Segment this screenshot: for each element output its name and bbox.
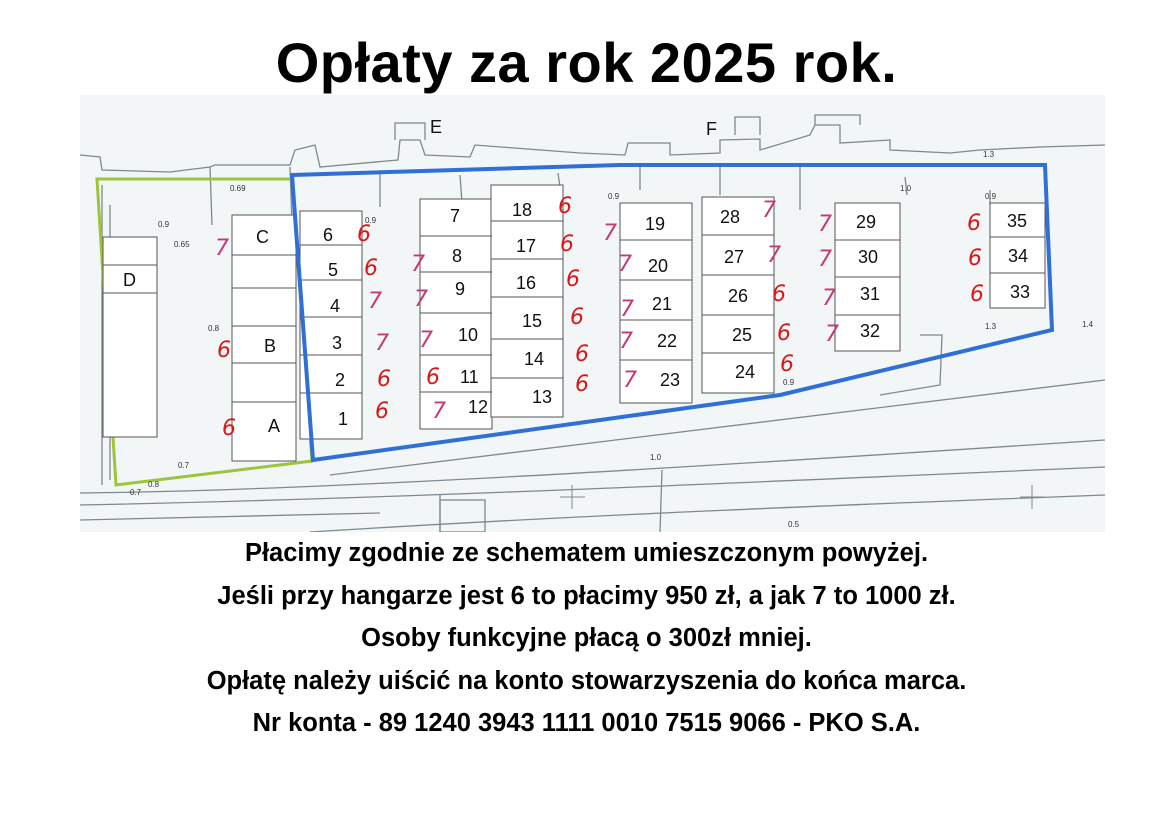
- rate-mark-8: 7: [411, 252, 425, 277]
- svg-text:1.3: 1.3: [983, 150, 995, 159]
- area-label-b: B: [264, 336, 277, 356]
- svg-text:0.9: 0.9: [985, 192, 997, 201]
- hangar-number-10: 10: [458, 325, 479, 345]
- rate-mark-6: 6: [357, 222, 371, 247]
- area-label-d: D: [123, 270, 136, 290]
- hangar-number-21: 21: [652, 294, 673, 314]
- rate-mark-5: 6: [364, 256, 378, 281]
- hangar-number-32: 32: [860, 321, 881, 341]
- hangar-number-34: 34: [1008, 246, 1029, 266]
- rate-mark-19: 7: [603, 221, 617, 246]
- rate-mark-4: 7: [368, 289, 382, 314]
- svg-text:1.0: 1.0: [650, 453, 662, 462]
- area-label-e: E: [430, 117, 443, 137]
- hangar-number-7: 7: [450, 206, 461, 226]
- hangar-number-13: 13: [532, 387, 553, 407]
- rate-mark-31: 7: [822, 286, 836, 311]
- svg-text:0.9: 0.9: [608, 192, 620, 201]
- hangar-number-30: 30: [858, 247, 879, 267]
- info-line-account: Nr konta - 89 1240 3943 1111 0010 7515 9066 - PKO S.A.: [252, 709, 921, 737]
- rate-mark-28: 7: [762, 198, 776, 223]
- svg-text:0.9: 0.9: [365, 216, 377, 225]
- rate-mark-1: 6: [375, 399, 389, 424]
- svg-text:0.8: 0.8: [208, 324, 220, 333]
- hangar-number-26: 26: [728, 286, 749, 306]
- rate-mark-25: 6: [777, 321, 791, 346]
- hangar-number-16: 16: [516, 273, 537, 293]
- rate-mark-22: 7: [619, 329, 633, 354]
- svg-text:1.0: 1.0: [900, 184, 912, 193]
- hangar-number-14: 14: [524, 349, 545, 369]
- hangar-number-33: 33: [1010, 282, 1031, 302]
- rate-mark-10: 7: [419, 328, 433, 353]
- info-text: [0, 532, 1173, 745]
- hangar-number-15: 15: [522, 311, 543, 331]
- rate-mark-35: 6: [967, 211, 981, 236]
- info-line-discount: Osoby funkcyjne płacą o 300zł mniej.: [361, 624, 812, 652]
- hangar-number-19: 19: [645, 214, 666, 234]
- svg-text:0.65: 0.65: [174, 240, 190, 249]
- rate-mark-14: 6: [575, 342, 589, 367]
- hangar-number-28: 28: [720, 207, 741, 227]
- hangar-number-6: 6: [323, 225, 334, 245]
- hangar-number-35: 35: [1007, 211, 1028, 231]
- hangar-number-4: 4: [330, 296, 341, 316]
- area-label-c: C: [256, 227, 269, 247]
- hangar-number-8: 8: [452, 246, 463, 266]
- rate-mark-2: 6: [377, 367, 391, 392]
- hangar-number-24: 24: [735, 362, 756, 382]
- hangar-number-23: 23: [660, 370, 681, 390]
- building-d: [103, 237, 157, 437]
- rate-mark-21: 7: [620, 297, 634, 322]
- svg-text:1.3: 1.3: [985, 322, 997, 331]
- hangar-number-29: 29: [856, 212, 877, 232]
- rate-mark-13: 6: [575, 372, 589, 397]
- rate-mark-27: 7: [767, 243, 781, 268]
- rate-mark-a: 6: [222, 416, 236, 441]
- rate-mark-15: 6: [570, 305, 584, 330]
- hangar-number-25: 25: [732, 325, 753, 345]
- rate-mark-3: 7: [375, 331, 389, 356]
- svg-text:0.9: 0.9: [158, 220, 170, 229]
- rate-mark-33: 6: [970, 282, 984, 307]
- rate-mark-34: 6: [968, 246, 982, 271]
- rate-mark-11: 6: [426, 365, 440, 390]
- hangar-number-5: 5: [328, 260, 339, 280]
- hangar-number-1: 1: [338, 409, 349, 429]
- site-plan-svg: [80, 95, 1105, 532]
- rate-mark-17: 6: [560, 232, 574, 257]
- svg-text:0.9: 0.9: [783, 378, 795, 387]
- rate-mark-26: 6: [772, 282, 786, 307]
- rate-mark-18: 6: [558, 194, 572, 219]
- svg-text:0.69: 0.69: [230, 184, 246, 193]
- info-line-rates: Jeśli przy hangarze jest 6 to płacimy 950 zł, a jak 7 to 1000 zł.: [217, 581, 956, 610]
- rate-mark-16: 6: [566, 267, 580, 292]
- hangar-number-3: 3: [332, 333, 343, 353]
- rate-mark-23: 7: [623, 368, 637, 393]
- rate-mark-29: 7: [818, 212, 832, 237]
- rate-mark-b: 6: [217, 338, 231, 363]
- info-line-deadline: Opłatę należy uiścić na konto stowarzyszenia do końca marca.: [206, 666, 967, 695]
- hangar-number-11: 11: [460, 367, 479, 387]
- rate-mark-9: 7: [414, 287, 428, 312]
- rate-mark-24: 6: [780, 352, 794, 377]
- page-title: Opłaty za rok 2025 rok.: [275, 31, 898, 94]
- hangar-number-31: 31: [860, 284, 881, 304]
- info-line-scheme: Płacimy zgodnie ze schematem umieszczonym powyżej.: [244, 539, 929, 567]
- hangar-number-18: 18: [512, 200, 533, 220]
- svg-text:0.8: 0.8: [148, 480, 160, 489]
- hangar-number-20: 20: [648, 256, 669, 276]
- svg-text:0.5: 0.5: [788, 520, 800, 529]
- svg-text:0.7: 0.7: [178, 461, 190, 470]
- rate-mark-20: 7: [618, 252, 632, 277]
- hangar-number-27: 27: [724, 247, 745, 267]
- hangar-number-2: 2: [335, 370, 346, 390]
- hangar-number-12: 12: [468, 397, 489, 417]
- rate-mark-c: 7: [215, 236, 229, 261]
- site-plan-map: [80, 95, 1105, 532]
- area-label-f: F: [706, 119, 717, 139]
- rate-mark-32: 7: [825, 322, 839, 347]
- hangar-number-17: 17: [516, 236, 537, 256]
- svg-text:0.7: 0.7: [130, 488, 142, 497]
- svg-text:1.4: 1.4: [1082, 320, 1094, 329]
- hangar-number-9: 9: [455, 279, 466, 299]
- rate-mark-12: 7: [432, 399, 446, 424]
- rate-mark-30: 7: [818, 247, 832, 272]
- area-label-a: A: [268, 416, 281, 436]
- hangar-number-22: 22: [657, 331, 678, 351]
